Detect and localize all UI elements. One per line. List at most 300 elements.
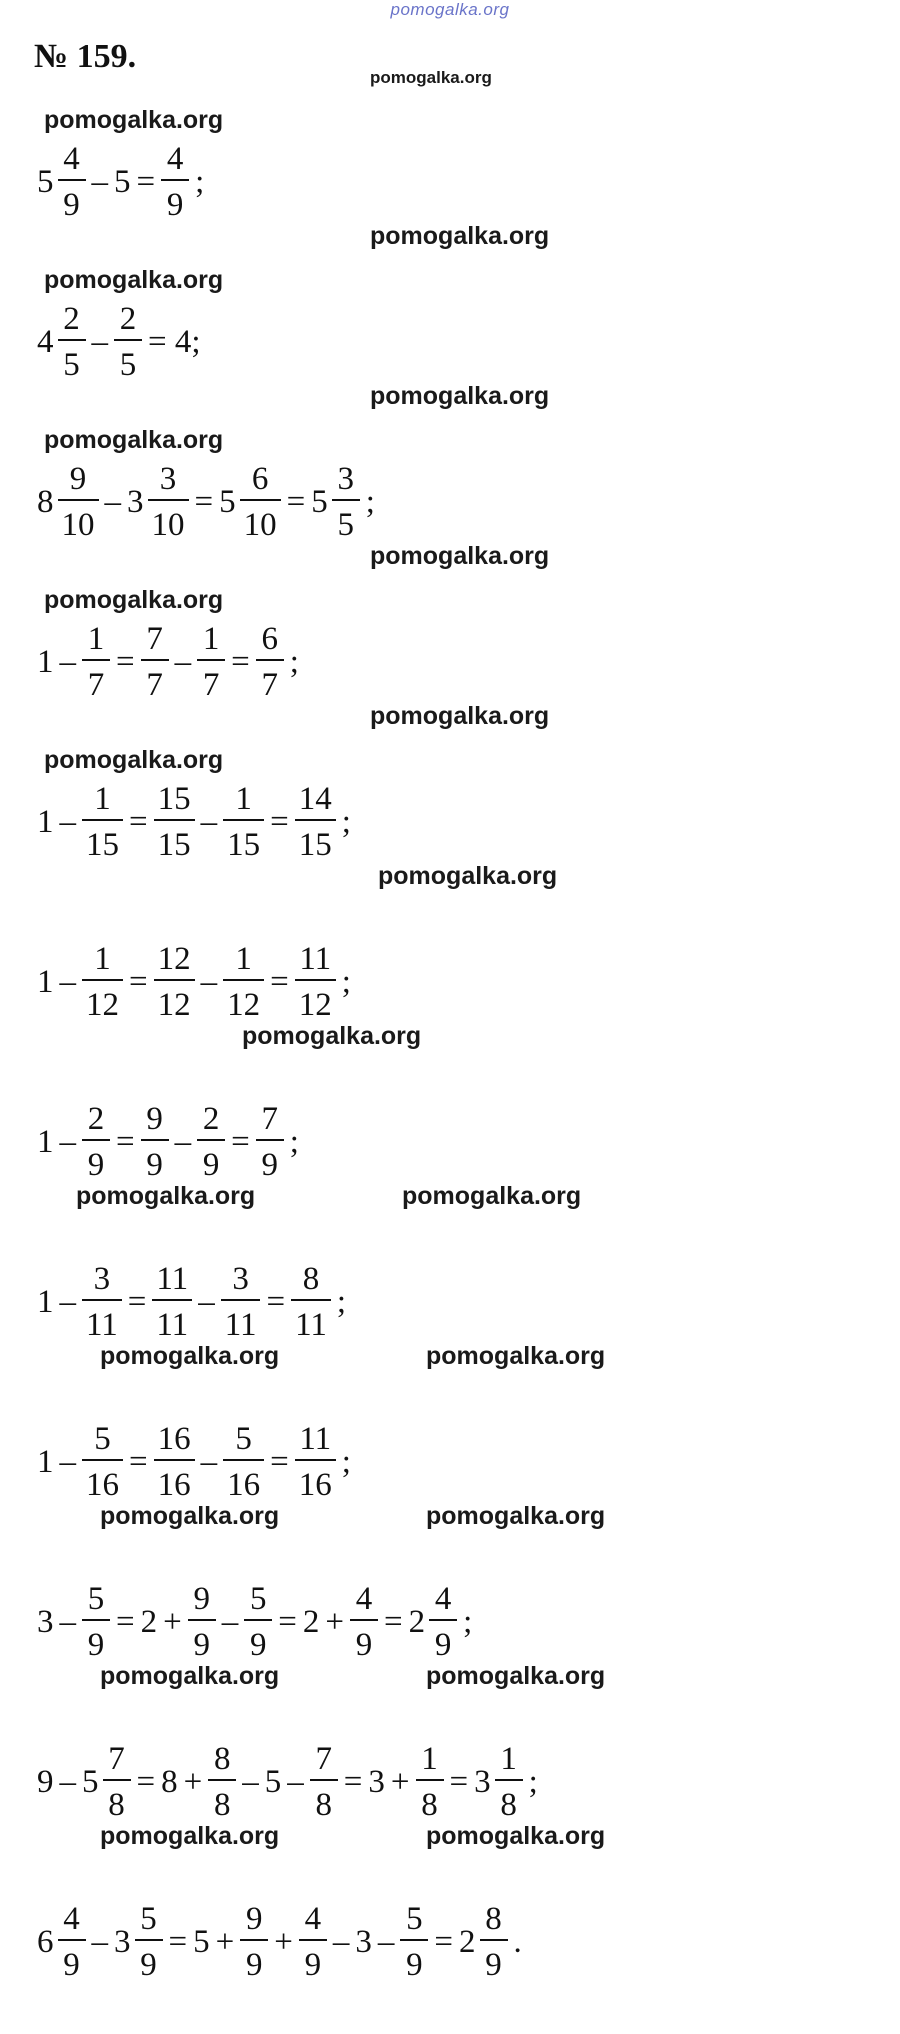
- denominator: 9: [261, 1147, 278, 1183]
- watermark: pomogalka.org: [370, 542, 550, 570]
- numerator: 11: [299, 1421, 332, 1457]
- fraction-bar: [291, 1299, 331, 1301]
- denominator: 7: [202, 667, 220, 703]
- watermark: pomogalka.org: [426, 1342, 606, 1370]
- equation-row: [34, 1252, 349, 1352]
- math-token: =: [278, 1603, 297, 1640]
- denominator: 9: [246, 1947, 263, 1983]
- whole-number: 2: [408, 1603, 426, 1640]
- fraction: [197, 1101, 225, 1183]
- equation-row: [34, 612, 302, 712]
- fraction-bar: [223, 819, 264, 821]
- numerator: 3: [337, 461, 354, 497]
- fraction: [82, 1101, 110, 1183]
- fraction-bar: [244, 1619, 272, 1621]
- fraction-bar: [141, 1139, 169, 1141]
- fraction: [240, 1901, 268, 1983]
- fraction-bar: [82, 819, 123, 821]
- math-token: =: [136, 163, 156, 200]
- fraction-bar: [208, 1779, 236, 1781]
- fraction: [240, 461, 281, 543]
- denominator: 7: [87, 667, 105, 703]
- denominator: 7: [146, 667, 163, 703]
- fraction-bar: [58, 339, 86, 341]
- fraction-bar: [416, 1779, 444, 1781]
- watermark: pomogalka.org: [100, 1822, 280, 1850]
- watermark: pomogalka.org: [426, 1822, 606, 1850]
- fraction-bar: [197, 1139, 225, 1141]
- whole-number: 5: [311, 483, 328, 520]
- numerator: 4: [304, 1901, 322, 1937]
- math-token: 3: [355, 1923, 372, 1960]
- math-token: =: [194, 483, 214, 520]
- math-token: –: [104, 483, 121, 520]
- denominator: 8: [315, 1787, 332, 1823]
- whole-number: 3: [474, 1763, 491, 1800]
- numerator: 7: [108, 1741, 125, 1777]
- fraction-bar: [480, 1939, 508, 1941]
- fraction-bar: [310, 1779, 338, 1781]
- watermark: pomogalka.org: [242, 1022, 422, 1050]
- numerator: 1: [421, 1741, 438, 1777]
- numerator: 4: [434, 1581, 452, 1617]
- fraction: [400, 1901, 428, 1983]
- math-token: 2: [302, 1603, 320, 1640]
- math-token: = 4;: [148, 323, 201, 360]
- watermark: pomogalka.org: [100, 1502, 280, 1530]
- math-token: ;: [289, 643, 299, 680]
- whole-number: 8: [37, 483, 54, 520]
- whole-number: 5: [219, 483, 236, 520]
- numerator: 4: [63, 1901, 80, 1937]
- fraction: [244, 1581, 272, 1663]
- fraction-bar: [82, 1459, 123, 1461]
- math-token: =: [116, 1123, 135, 1160]
- numerator: 4: [63, 141, 80, 177]
- fraction-bar: [114, 339, 142, 341]
- numerator: 1: [235, 941, 252, 977]
- watermark: pomogalka.org: [426, 1502, 606, 1530]
- fraction: [495, 1741, 523, 1823]
- whole-number: 4: [37, 323, 54, 360]
- numerator: 8: [214, 1741, 231, 1777]
- fraction: [295, 941, 336, 1023]
- numerator: 9: [193, 1581, 210, 1617]
- fraction: [82, 621, 110, 703]
- fraction: [223, 941, 264, 1023]
- math-token: 1: [37, 643, 54, 680]
- equation-row: [34, 1572, 475, 1672]
- numerator: 1: [94, 941, 111, 977]
- denominator: 12: [227, 987, 261, 1023]
- fraction-bar: [256, 1139, 284, 1141]
- fraction-bar: [141, 659, 169, 661]
- numerator: 4: [355, 1581, 373, 1617]
- fraction: [82, 1261, 122, 1343]
- math-token: 1: [37, 1123, 54, 1160]
- math-token: –: [377, 1923, 395, 1960]
- math-token: ;: [289, 1123, 299, 1160]
- math-token: =: [266, 1283, 286, 1320]
- math-token: +: [163, 1603, 182, 1640]
- numerator: 5: [140, 1901, 157, 1937]
- numerator: 11: [156, 1261, 189, 1297]
- fraction: [429, 1581, 457, 1663]
- math-token: 5: [193, 1923, 210, 1960]
- math-token: =: [343, 1763, 363, 1800]
- denominator: 12: [157, 987, 191, 1023]
- fraction-bar: [152, 1299, 192, 1301]
- fraction-bar: [82, 1139, 110, 1141]
- denominator: 10: [243, 507, 277, 543]
- math-token: =: [129, 803, 148, 840]
- math-token: =: [384, 1603, 403, 1640]
- math-token: –: [174, 1123, 192, 1160]
- denominator: 15: [157, 827, 191, 863]
- numerator: 5: [94, 1421, 111, 1457]
- denominator: 16: [227, 1467, 261, 1503]
- fraction: [208, 1741, 236, 1823]
- math-token: +: [274, 1923, 293, 1960]
- denominator: 9: [202, 1147, 220, 1183]
- math-token: ;: [336, 1283, 347, 1320]
- fraction-bar: [299, 1939, 327, 1941]
- fraction: [223, 781, 264, 863]
- denominator: 5: [63, 347, 80, 383]
- math-token: =: [116, 1603, 135, 1640]
- fraction-bar: [495, 1779, 523, 1781]
- denominator: 9: [485, 1947, 502, 1983]
- numerator: 9: [246, 1901, 263, 1937]
- fraction: [480, 1901, 508, 1983]
- fraction: [58, 141, 86, 223]
- math-token: –: [200, 803, 218, 840]
- math-token: –: [200, 1443, 218, 1480]
- watermark: pomogalka.org: [44, 266, 224, 294]
- fraction: [148, 461, 189, 543]
- fraction-bar: [58, 179, 86, 181]
- fraction-bar: [429, 1619, 457, 1621]
- numerator: 9: [146, 1101, 163, 1137]
- denominator: 9: [63, 187, 80, 223]
- equation-row: [34, 452, 378, 552]
- denominator: 9: [406, 1947, 423, 1983]
- math-token: .: [513, 1923, 522, 1960]
- denominator: 15: [86, 827, 119, 863]
- fraction-bar: [154, 1459, 195, 1461]
- numerator: 9: [69, 461, 87, 497]
- numerator: 14: [298, 781, 332, 817]
- fraction: [291, 1261, 331, 1343]
- denominator: 11: [224, 1307, 257, 1343]
- fraction: [299, 1901, 327, 1983]
- fraction-bar: [82, 979, 123, 981]
- numerator: 3: [93, 1261, 111, 1297]
- math-token: –: [91, 163, 108, 200]
- fraction: [58, 1901, 86, 1983]
- fraction-bar: [82, 659, 110, 661]
- fraction-bar: [161, 179, 189, 181]
- math-token: +: [215, 1923, 235, 1960]
- numerator: 8: [302, 1261, 320, 1297]
- fraction: [141, 1101, 169, 1183]
- denominator: 16: [298, 1467, 332, 1503]
- math-token: =: [434, 1923, 453, 1960]
- numerator: 2: [119, 301, 137, 337]
- fraction-bar: [295, 819, 336, 821]
- watermark: pomogalka.org: [370, 222, 550, 250]
- fraction: [82, 781, 123, 863]
- math-token: –: [221, 1603, 239, 1640]
- watermark: pomogalka.org: [426, 1662, 606, 1690]
- fraction-bar: [148, 499, 189, 501]
- fraction: [141, 621, 169, 703]
- numerator: 2: [202, 1101, 220, 1137]
- fraction: [223, 1421, 264, 1503]
- math-token: =: [270, 1443, 289, 1480]
- watermark: pomogalka.org: [44, 746, 224, 774]
- equation-row: [34, 1732, 541, 1832]
- math-token: =: [127, 1283, 147, 1320]
- watermark: pomogalka.org: [378, 862, 558, 890]
- problem-number: № 159.: [34, 38, 137, 75]
- fraction: [82, 1581, 110, 1663]
- denominator: 9: [250, 1627, 267, 1663]
- math-token: 1: [37, 1443, 54, 1480]
- fraction: [416, 1741, 444, 1823]
- numerator: 7: [146, 621, 163, 657]
- math-token: –: [332, 1923, 350, 1960]
- denominator: 10: [151, 507, 185, 543]
- math-token: –: [200, 963, 218, 1000]
- math-token: 1: [37, 803, 54, 840]
- math-token: –: [59, 963, 76, 1000]
- math-token: –: [59, 1123, 76, 1160]
- denominator: 5: [119, 347, 137, 383]
- math-token: =: [231, 643, 250, 680]
- fraction-bar: [350, 1619, 378, 1621]
- fraction: [310, 1741, 338, 1823]
- denominator: 11: [156, 1307, 189, 1343]
- math-token: =: [270, 963, 289, 1000]
- fraction: [135, 1901, 163, 1983]
- watermark: pomogalka.org: [100, 1662, 280, 1690]
- denominator: 12: [86, 987, 119, 1023]
- denominator: 9: [434, 1627, 452, 1663]
- fraction: [350, 1581, 378, 1663]
- equation-row: [34, 132, 207, 232]
- math-token: 9: [37, 1763, 54, 1800]
- fraction-bar: [154, 819, 195, 821]
- denominator: 10: [61, 507, 95, 543]
- equation-row: [34, 772, 354, 872]
- math-token: –: [287, 1763, 304, 1800]
- watermark: pomogalka.org: [370, 702, 550, 730]
- numerator: 1: [87, 621, 105, 657]
- math-token: =: [449, 1763, 469, 1800]
- numerator: 1: [94, 781, 111, 817]
- equation-row: [34, 292, 204, 392]
- math-token: –: [198, 1283, 215, 1320]
- numerator: 12: [157, 941, 191, 977]
- fraction-bar: [223, 1459, 264, 1461]
- whole-number: 2: [459, 1923, 476, 1960]
- fraction: [256, 621, 284, 703]
- math-token: –: [242, 1763, 259, 1800]
- math-token: –: [91, 323, 108, 360]
- math-token: –: [91, 1923, 108, 1960]
- fraction: [82, 1421, 123, 1503]
- denominator: 8: [500, 1787, 517, 1823]
- denominator: 9: [166, 187, 184, 223]
- math-token: 1: [37, 1283, 54, 1320]
- whole-number: 5: [37, 163, 54, 200]
- equation-row: [34, 1412, 354, 1512]
- watermark: pomogalka.org: [100, 1342, 280, 1370]
- watermark: pomogalka.org: [44, 586, 224, 614]
- fraction: [161, 141, 189, 223]
- fraction-bar: [240, 1939, 268, 1941]
- math-token: =: [286, 483, 306, 520]
- math-token: ;: [365, 483, 375, 520]
- fraction-bar: [103, 1779, 131, 1781]
- math-token: –: [59, 1763, 76, 1800]
- math-token: 8: [161, 1763, 178, 1800]
- numerator: 15: [157, 781, 191, 817]
- math-token: 1: [37, 963, 54, 1000]
- numerator: 2: [63, 301, 80, 337]
- whole-number: 5: [82, 1763, 99, 1800]
- math-token: –: [59, 643, 76, 680]
- numerator: 1: [500, 1741, 517, 1777]
- math-token: –: [59, 1603, 76, 1640]
- numerator: 6: [261, 621, 278, 657]
- math-token: 5: [264, 1763, 282, 1800]
- denominator: 8: [214, 1787, 231, 1823]
- denominator: 9: [146, 1147, 163, 1183]
- fraction-bar: [295, 1459, 336, 1461]
- denominator: 9: [304, 1947, 322, 1983]
- fraction-bar: [58, 1939, 86, 1941]
- math-token: +: [390, 1763, 410, 1800]
- denominator: 15: [227, 827, 261, 863]
- fraction: [221, 1261, 261, 1343]
- denominator: 9: [193, 1627, 210, 1663]
- numerator: 7: [261, 1101, 278, 1137]
- whole-number: 3: [114, 1923, 131, 1960]
- math-token: ;: [341, 1443, 351, 1480]
- math-token: –: [174, 643, 192, 680]
- numerator: 5: [406, 1901, 423, 1937]
- numerator: 5: [235, 1421, 252, 1457]
- math-token: =: [231, 1123, 250, 1160]
- fraction-bar: [188, 1619, 216, 1621]
- denominator: 8: [421, 1787, 438, 1823]
- math-token: ;: [463, 1603, 473, 1640]
- fraction: [197, 621, 225, 703]
- fraction-bar: [82, 1619, 110, 1621]
- math-token: –: [59, 1443, 76, 1480]
- math-token: =: [116, 643, 135, 680]
- math-token: ;: [341, 963, 351, 1000]
- fraction: [58, 461, 99, 543]
- fraction-bar: [295, 979, 336, 981]
- watermark: pomogalka.org: [76, 1182, 256, 1210]
- numerator: 4: [166, 141, 184, 177]
- denominator: 9: [63, 1947, 80, 1983]
- denominator: 9: [355, 1627, 373, 1663]
- math-token: =: [129, 1443, 148, 1480]
- denominator: 9: [140, 1947, 157, 1983]
- watermark: pomogalka.org: [402, 1182, 582, 1210]
- fraction-bar: [332, 499, 360, 501]
- watermark: pomogalka.org: [370, 382, 550, 410]
- denominator: 11: [86, 1307, 118, 1343]
- fraction: [154, 1421, 195, 1503]
- numerator: 8: [485, 1901, 502, 1937]
- math-token: –: [59, 1283, 76, 1320]
- numerator: 7: [315, 1741, 332, 1777]
- watermark: pomogalka.org: [370, 68, 492, 87]
- fraction-bar: [58, 499, 99, 501]
- equation-row: [34, 1092, 302, 1192]
- numerator: 3: [159, 461, 177, 497]
- numerator: 3: [232, 1261, 249, 1297]
- math-token: +: [183, 1763, 203, 1800]
- watermark: pomogalka.org: [44, 106, 224, 134]
- denominator: 16: [157, 1467, 191, 1503]
- watermark: pomogalka.org: [44, 426, 224, 454]
- denominator: 11: [295, 1307, 327, 1343]
- math-token: ;: [528, 1763, 538, 1800]
- numerator: 1: [202, 621, 220, 657]
- fraction: [154, 781, 195, 863]
- numerator: 1: [235, 781, 252, 817]
- fraction-bar: [82, 1299, 122, 1301]
- fraction-bar: [154, 979, 195, 981]
- fraction: [188, 1581, 216, 1663]
- equation-row: [34, 1892, 525, 1992]
- denominator: 15: [298, 827, 332, 863]
- fraction: [295, 1421, 336, 1503]
- denominator: 9: [87, 1147, 105, 1183]
- numerator: 2: [87, 1101, 105, 1137]
- fraction: [152, 1261, 192, 1343]
- math-token: =: [136, 1763, 156, 1800]
- equation-row: [34, 932, 354, 1032]
- denominator: 8: [108, 1787, 125, 1823]
- numerator: 11: [299, 941, 332, 977]
- fraction: [332, 461, 360, 543]
- fraction-bar: [256, 659, 284, 661]
- math-token: +: [325, 1603, 344, 1640]
- math-token: 3: [368, 1763, 385, 1800]
- denominator: 16: [86, 1467, 119, 1503]
- math-token: =: [270, 803, 289, 840]
- numerator: 16: [157, 1421, 191, 1457]
- math-token: ;: [341, 803, 351, 840]
- fraction: [114, 301, 142, 383]
- denominator: 5: [337, 507, 354, 543]
- math-token: 2: [140, 1603, 158, 1640]
- math-token: ;: [195, 163, 205, 200]
- numerator: 6: [251, 461, 269, 497]
- fraction: [103, 1741, 131, 1823]
- fraction: [154, 941, 195, 1023]
- math-token: =: [129, 963, 148, 1000]
- fraction-bar: [240, 499, 281, 501]
- math-token: =: [168, 1923, 188, 1960]
